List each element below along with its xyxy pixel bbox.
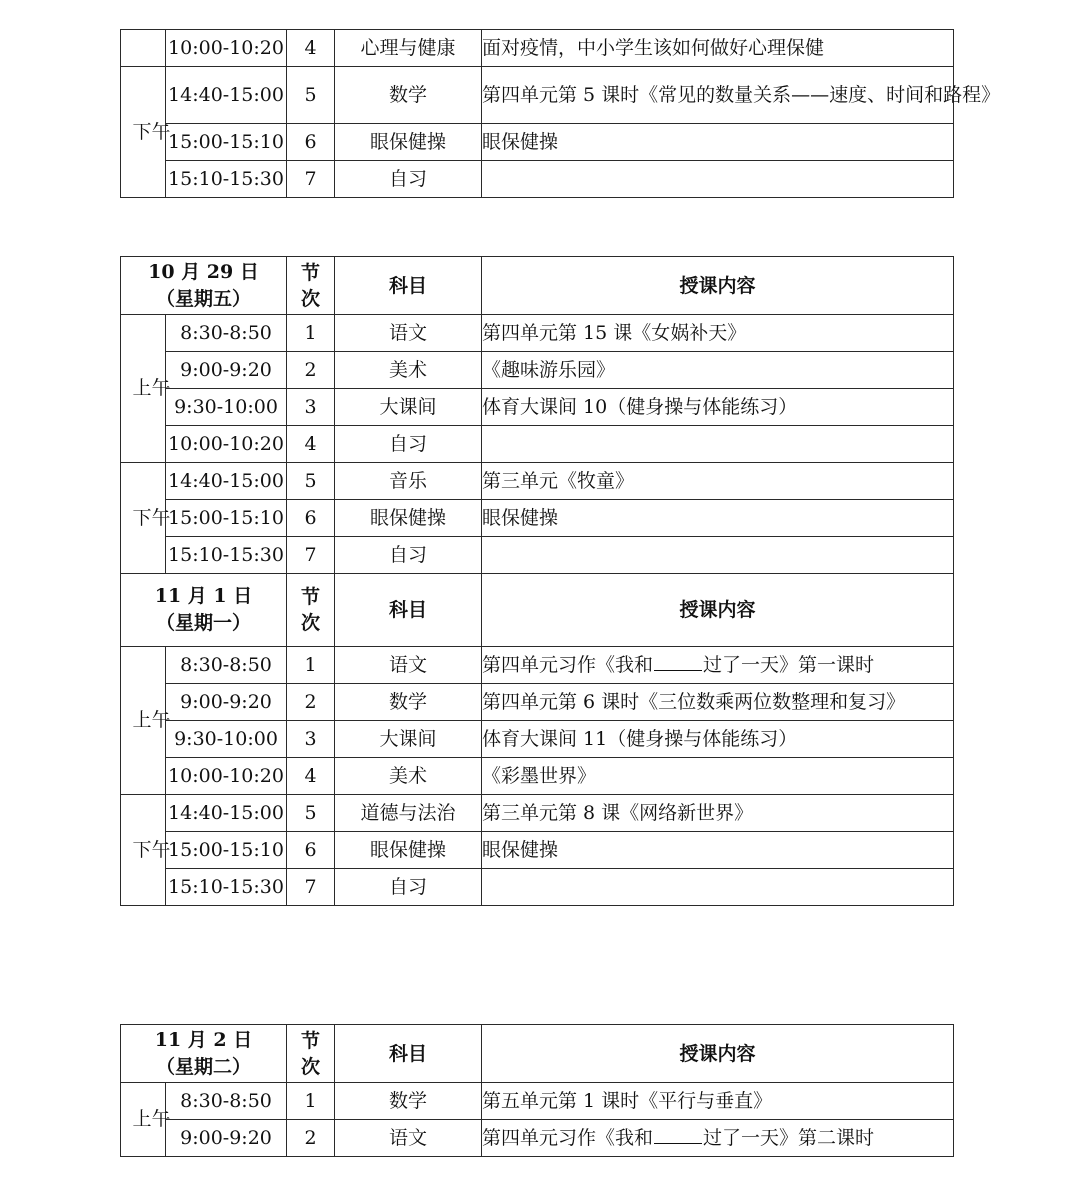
time-cell: 10:00-10:20 xyxy=(166,758,287,795)
content-cell: 第四单元习作《我和 过了一天》第二课时 xyxy=(482,1120,954,1157)
lesson-number-cell: 6 xyxy=(287,124,335,161)
subject-cell: 语文 xyxy=(335,1120,482,1157)
schedule-table-oct29-nov1 xyxy=(120,256,954,906)
lesson-number-cell: 5 xyxy=(287,795,335,832)
fill-in-blank xyxy=(654,1127,702,1144)
subject-cell: 自习 xyxy=(335,161,482,198)
lesson-header-cell: 节次 xyxy=(287,574,335,647)
schedule-table-continued xyxy=(120,29,1001,198)
subject-header-cell: 科目 xyxy=(335,1025,482,1083)
lesson-number-cell: 5 xyxy=(287,463,335,500)
session-morning-cell xyxy=(121,315,171,463)
table-row xyxy=(121,869,954,906)
subject-cell: 自习 xyxy=(335,537,482,574)
header-row xyxy=(121,574,954,647)
content-cell: 第四单元第 5 课时《常见的数量关系——速度、时间和路程》 xyxy=(482,67,954,124)
subject-cell: 数学 xyxy=(335,1083,482,1120)
table-row xyxy=(121,124,954,161)
subject-cell: 美术 xyxy=(335,352,482,389)
lesson-number-cell: 1 xyxy=(287,315,335,352)
fill-in-blank xyxy=(654,654,702,671)
subject-header-cell: 科目 xyxy=(335,574,482,647)
lesson-number-cell: 6 xyxy=(287,500,335,537)
table-row xyxy=(121,1120,954,1157)
date-header-cell xyxy=(121,1025,287,1083)
subject-cell: 大课间 xyxy=(335,389,482,426)
date-header-cell xyxy=(121,574,287,647)
subject-cell: 美术 xyxy=(335,758,482,795)
subject-cell: 道德与法治 xyxy=(335,795,482,832)
table-row xyxy=(121,832,954,869)
session-morning-cell xyxy=(121,647,171,795)
lesson-number-cell: 1 xyxy=(287,1083,335,1120)
content-cell: 第四单元习作《我和 过了一天》第一课时 xyxy=(482,647,954,684)
subject-cell: 音乐 xyxy=(335,463,482,500)
lesson-number-cell: 1 xyxy=(287,647,335,684)
time-cell: 15:10-15:30 xyxy=(166,537,287,574)
time-cell: 14:40-15:00 xyxy=(166,67,287,124)
session-label: 下午 xyxy=(132,838,171,861)
session-label: 下午 xyxy=(132,120,171,143)
content-cell xyxy=(482,869,954,906)
time-cell: 15:10-15:30 xyxy=(166,161,287,198)
content-header-cell: 授课内容 xyxy=(482,1025,954,1083)
session-afternoon-cell xyxy=(121,463,171,574)
table-row xyxy=(121,758,954,795)
session-afternoon-cell xyxy=(121,795,171,906)
subject-cell: 大课间 xyxy=(335,721,482,758)
session-label: 上午 xyxy=(132,1108,171,1130)
lesson-number-cell: 2 xyxy=(287,684,335,721)
subject-cell: 眼保健操 xyxy=(335,124,482,161)
session-label: 下午 xyxy=(132,506,171,529)
table-row xyxy=(121,500,954,537)
content-cell: 体育大课间 10（健身操与体能练习） xyxy=(482,389,954,426)
subject-cell: 眼保健操 xyxy=(335,832,482,869)
subject-cell: 语文 xyxy=(335,315,482,352)
content-header-cell: 授课内容 xyxy=(482,574,954,647)
lesson-number-cell: 2 xyxy=(287,1120,335,1157)
lesson-number-cell: 4 xyxy=(287,758,335,795)
date-label: 11 月 1 日 xyxy=(154,585,253,607)
lesson-number-cell: 6 xyxy=(287,832,335,869)
time-cell: 15:10-15:30 xyxy=(166,869,287,906)
lesson-number-cell: 7 xyxy=(287,869,335,906)
table-row xyxy=(121,352,954,389)
time-cell: 8:30-8:50 xyxy=(166,315,287,352)
content-cell: 眼保健操 xyxy=(482,832,954,869)
weekday-label: （星期一） xyxy=(156,612,252,634)
lesson-header-cell: 节次 xyxy=(287,257,335,315)
content-cell xyxy=(482,161,954,198)
content-cell: 面对疫情，中小学生该如何做好心理保健 xyxy=(482,30,954,67)
time-cell: 9:00-9:20 xyxy=(166,1120,287,1157)
lesson-number-cell: 3 xyxy=(287,389,335,426)
content-cell: 《彩墨世界》 xyxy=(482,758,954,795)
content-cell: 《趣味游乐园》 xyxy=(482,352,954,389)
table-row xyxy=(121,389,954,426)
session-morning-cell xyxy=(121,1083,171,1157)
content-cell: 眼保健操 xyxy=(482,124,954,161)
lesson-number-cell: 3 xyxy=(287,721,335,758)
time-cell: 9:00-9:20 xyxy=(166,684,287,721)
table-row xyxy=(121,537,954,574)
time-cell: 10:00-10:20 xyxy=(166,426,287,463)
content-cell: 第三单元第 8 课《网络新世界》 xyxy=(482,795,954,832)
time-cell: 9:00-9:20 xyxy=(166,352,287,389)
time-cell: 9:30-10:00 xyxy=(166,389,287,426)
subject-cell: 数学 xyxy=(335,67,482,124)
content-header-cell: 授课内容 xyxy=(482,257,954,315)
subject-cell: 数学 xyxy=(335,684,482,721)
lesson-number-cell: 2 xyxy=(287,352,335,389)
time-cell: 9:30-10:00 xyxy=(166,721,287,758)
content-cell xyxy=(482,537,954,574)
time-cell: 15:00-15:10 xyxy=(166,832,287,869)
subject-cell: 自习 xyxy=(335,426,482,463)
lesson-number-cell: 7 xyxy=(287,161,335,198)
subject-cell: 语文 xyxy=(335,647,482,684)
table-row xyxy=(121,30,954,67)
table-row xyxy=(121,161,954,198)
content-cell: 第四单元第 6 课时《三位数乘两位数整理和复习》 xyxy=(482,684,954,721)
weekday-label: （星期二） xyxy=(156,1055,252,1078)
time-cell: 15:00-15:10 xyxy=(166,500,287,537)
date-label: 10 月 29 日 xyxy=(148,260,259,283)
time-cell: 14:40-15:00 xyxy=(166,795,287,832)
content-cell xyxy=(482,426,954,463)
session-cell xyxy=(121,30,166,67)
session-label: 上午 xyxy=(132,709,171,731)
time-cell: 10:00-10:20 xyxy=(166,30,287,67)
time-cell: 14:40-15:00 xyxy=(166,463,287,500)
subject-header-cell: 科目 xyxy=(335,257,482,315)
table-row xyxy=(121,1083,954,1120)
lesson-number-cell: 4 xyxy=(287,426,335,463)
lesson-header-cell: 节次 xyxy=(287,1025,335,1083)
content-cell: 眼保健操 xyxy=(482,500,954,537)
lesson-number-cell: 7 xyxy=(287,537,335,574)
schedule-table-nov2 xyxy=(120,1024,954,1157)
subject-cell: 自习 xyxy=(335,869,482,906)
session-afternoon-cell xyxy=(121,67,171,198)
time-cell: 8:30-8:50 xyxy=(166,647,287,684)
session-label: 上午 xyxy=(132,377,171,399)
content-cell: 第三单元《牧童》 xyxy=(482,463,954,500)
header-row xyxy=(121,257,954,315)
time-cell: 15:00-15:10 xyxy=(166,124,287,161)
content-cell: 第四单元第 15 课《女娲补天》 xyxy=(482,315,954,352)
time-cell: 8:30-8:50 xyxy=(166,1083,287,1120)
table-row xyxy=(121,463,954,500)
table-row xyxy=(121,426,954,463)
table-row xyxy=(121,315,954,352)
date-label: 11 月 2 日 xyxy=(154,1028,253,1051)
weekday-label: （星期五） xyxy=(156,287,252,310)
table-row xyxy=(121,684,954,721)
content-cell: 第五单元第 1 课时《平行与垂直》 xyxy=(482,1083,954,1120)
header-row xyxy=(121,1025,954,1083)
table-row xyxy=(121,67,954,124)
table-row xyxy=(121,647,954,684)
lesson-number-cell: 4 xyxy=(287,30,335,67)
table-row xyxy=(121,721,954,758)
content-cell: 体育大课间 11（健身操与体能练习） xyxy=(482,721,954,758)
subject-cell: 眼保健操 xyxy=(335,500,482,537)
subject-cell: 心理与健康 xyxy=(335,30,482,67)
table-row xyxy=(121,795,954,832)
lesson-number-cell: 5 xyxy=(287,67,335,124)
date-header-cell xyxy=(121,257,287,315)
